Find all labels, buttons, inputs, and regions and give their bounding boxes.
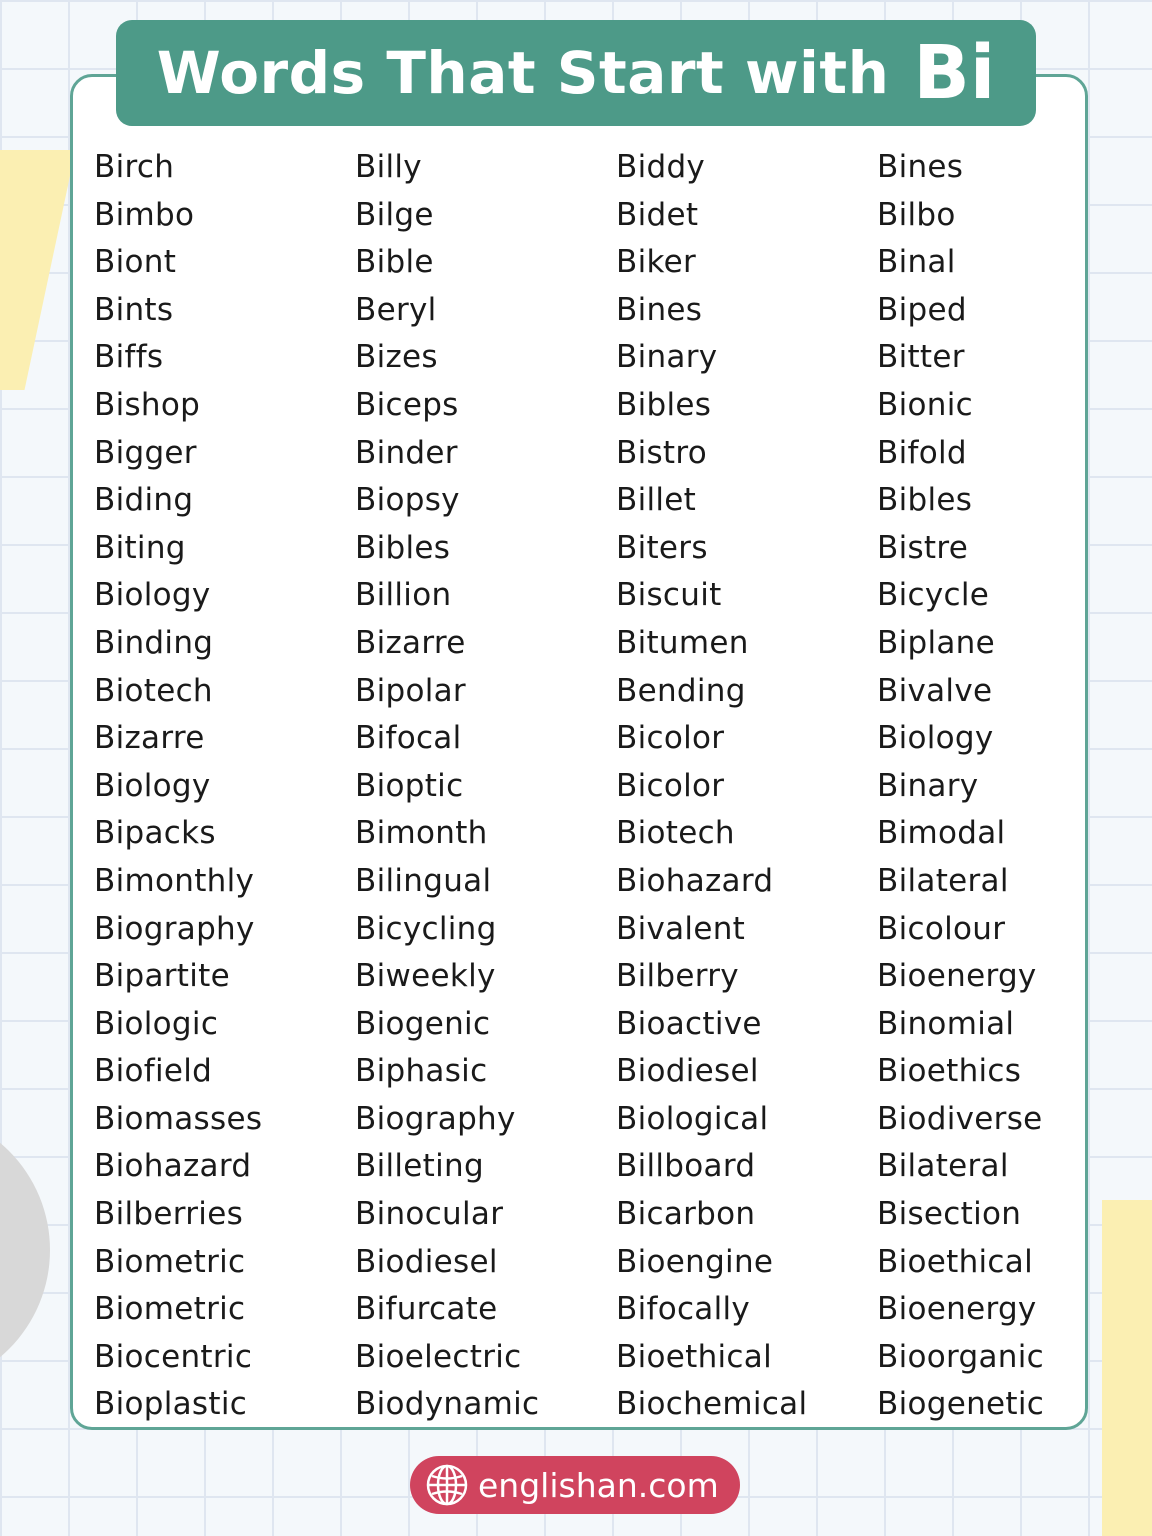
- word-item: Biodynamic: [355, 1386, 540, 1423]
- word-item: Biceps: [355, 386, 459, 423]
- word-item: Bizes: [355, 339, 438, 376]
- word-item: Bioelectric: [355, 1338, 522, 1375]
- word-item: Bivalent: [616, 910, 746, 947]
- word-item: Bioethical: [877, 1243, 1033, 1280]
- word-item: Binding: [94, 624, 214, 661]
- word-item: Binal: [877, 244, 956, 281]
- word-item: Biting: [94, 529, 186, 566]
- word-item: Biddy: [616, 149, 706, 185]
- website-url[interactable]: englishan.com: [478, 1465, 719, 1505]
- word-item: Birch: [94, 149, 175, 185]
- word-item: Biogenic: [355, 1005, 491, 1042]
- word-item: Biodiesel: [355, 1243, 498, 1280]
- word-item: Bilateral: [877, 1148, 1009, 1185]
- word-item: Biology: [94, 577, 211, 614]
- word-item: Bitter: [877, 339, 965, 376]
- word-item: Bifocal: [355, 720, 462, 757]
- word-item: Bilbo: [877, 196, 956, 233]
- word-item: Bints: [94, 291, 174, 328]
- word-item: Bioactive: [616, 1005, 762, 1042]
- word-item: Biters: [616, 529, 708, 566]
- globe-icon: [424, 1462, 470, 1508]
- word-item: Binary: [616, 339, 718, 376]
- word-item: Bimonthly: [94, 862, 255, 899]
- word-item: Biogenetic: [877, 1386, 1045, 1423]
- word-item: Biohazard: [616, 862, 774, 899]
- word-item: Billet: [616, 482, 697, 519]
- word-item: Biotech: [616, 815, 735, 852]
- word-item: Bending: [616, 672, 746, 709]
- word-item: Bicolor: [616, 720, 725, 757]
- word-item: Binocular: [355, 1196, 504, 1233]
- decorative-yellow-shape-right: [1102, 1200, 1152, 1536]
- word-item: Bicycle: [877, 577, 990, 614]
- website-badge[interactable]: [410, 1456, 740, 1514]
- word-item: Biped: [877, 291, 967, 328]
- word-item: Binary: [877, 767, 979, 804]
- word-item: Binomial: [877, 1005, 1015, 1042]
- word-item: Bidet: [616, 196, 699, 233]
- word-item: Biochemical: [616, 1386, 808, 1423]
- word-item: Biopsy: [355, 482, 460, 519]
- word-item: Bioplastic: [94, 1386, 248, 1423]
- word-item: Bilberries: [94, 1196, 244, 1233]
- word-item: Biohazard: [94, 1148, 252, 1185]
- word-item: Biomasses: [94, 1100, 263, 1137]
- word-item: Bible: [355, 244, 434, 281]
- word-item: Bifurcate: [355, 1291, 498, 1328]
- word-item: Bilingual: [355, 862, 492, 899]
- word-item: Biologic: [94, 1005, 219, 1042]
- word-item: Bizarre: [94, 720, 205, 757]
- word-item: Bicarbon: [616, 1196, 756, 1233]
- word-item: Bilateral: [877, 862, 1009, 899]
- word-item: Biometric: [94, 1243, 246, 1280]
- word-item: Bioenergy: [877, 958, 1037, 995]
- decorative-yellow-shape-left: [0, 150, 76, 390]
- word-item: Bisection: [877, 1196, 1022, 1233]
- word-item: Binder: [355, 434, 458, 471]
- word-item: Bibles: [616, 386, 712, 423]
- word-item: Bipartite: [94, 958, 230, 995]
- word-item: Biffs: [94, 339, 164, 376]
- word-item: Bines: [616, 291, 703, 328]
- word-item: Biological: [616, 1100, 769, 1137]
- word-item: Bicolor: [616, 767, 725, 804]
- word-item: Bivalve: [877, 672, 993, 709]
- word-item: Bizarre: [355, 624, 466, 661]
- title-banner: [116, 20, 1036, 126]
- word-item: Bioptic: [355, 767, 464, 804]
- word-item: Biweekly: [355, 958, 496, 995]
- word-item: Bifold: [877, 434, 967, 471]
- word-item: Bitumen: [616, 624, 749, 661]
- word-item: Bistre: [877, 529, 969, 566]
- word-item: Biology: [94, 767, 211, 804]
- word-item: Biscuit: [616, 577, 722, 614]
- word-item: Bibles: [355, 529, 451, 566]
- word-item: Biology: [877, 720, 994, 757]
- word-item: Biont: [94, 244, 177, 281]
- word-item: Billeting: [355, 1148, 484, 1185]
- word-item: Biding: [94, 482, 194, 519]
- word-item: Biplane: [877, 624, 995, 661]
- word-item: Biofield: [94, 1053, 213, 1090]
- word-item: Bioengine: [616, 1243, 774, 1280]
- word-item: Bibles: [877, 482, 973, 519]
- word-item: Bioethics: [877, 1053, 1022, 1090]
- word-item: Bioorganic: [877, 1338, 1044, 1375]
- word-item: Biometric: [94, 1291, 246, 1328]
- word-item: Bimbo: [94, 196, 195, 233]
- word-item: Biocentric: [94, 1338, 253, 1375]
- word-item: Billboard: [616, 1148, 756, 1185]
- word-item: Bistro: [616, 434, 708, 471]
- word-item: Biography: [94, 910, 255, 947]
- word-item: Bilberry: [616, 958, 739, 995]
- word-item: Bishop: [94, 386, 201, 423]
- word-item: Bicycling: [355, 910, 497, 947]
- word-item: Billy: [355, 149, 422, 185]
- word-item: Bigger: [94, 434, 197, 471]
- word-item: Beryl: [355, 291, 437, 328]
- word-item: Bilge: [355, 196, 434, 233]
- word-item: Biography: [355, 1100, 516, 1137]
- word-item: Bifocally: [616, 1291, 751, 1328]
- word-item: Biker: [616, 244, 697, 281]
- word-item: Bimonth: [355, 815, 488, 852]
- word-item: Bipacks: [94, 815, 216, 852]
- word-item: Bipolar: [355, 672, 466, 709]
- word-item: Biodiesel: [616, 1053, 759, 1090]
- decorative-gray-circle: [0, 1110, 50, 1390]
- word-item: Bioethical: [616, 1338, 772, 1375]
- title-highlight: Bi: [913, 30, 996, 116]
- word-item: Billion: [355, 577, 452, 614]
- word-item: Bioenergy: [877, 1291, 1037, 1328]
- word-item: Bionic: [877, 386, 973, 423]
- word-item: Biotech: [94, 672, 213, 709]
- word-item: Bicolour: [877, 910, 1006, 947]
- word-item: Biodiverse: [877, 1100, 1043, 1137]
- word-item: Biphasic: [355, 1053, 488, 1090]
- page-title: Words That Start with: [156, 39, 890, 107]
- word-item: Bimodal: [877, 815, 1006, 852]
- word-grid: [94, 144, 1094, 1429]
- word-item: Bines: [877, 149, 964, 185]
